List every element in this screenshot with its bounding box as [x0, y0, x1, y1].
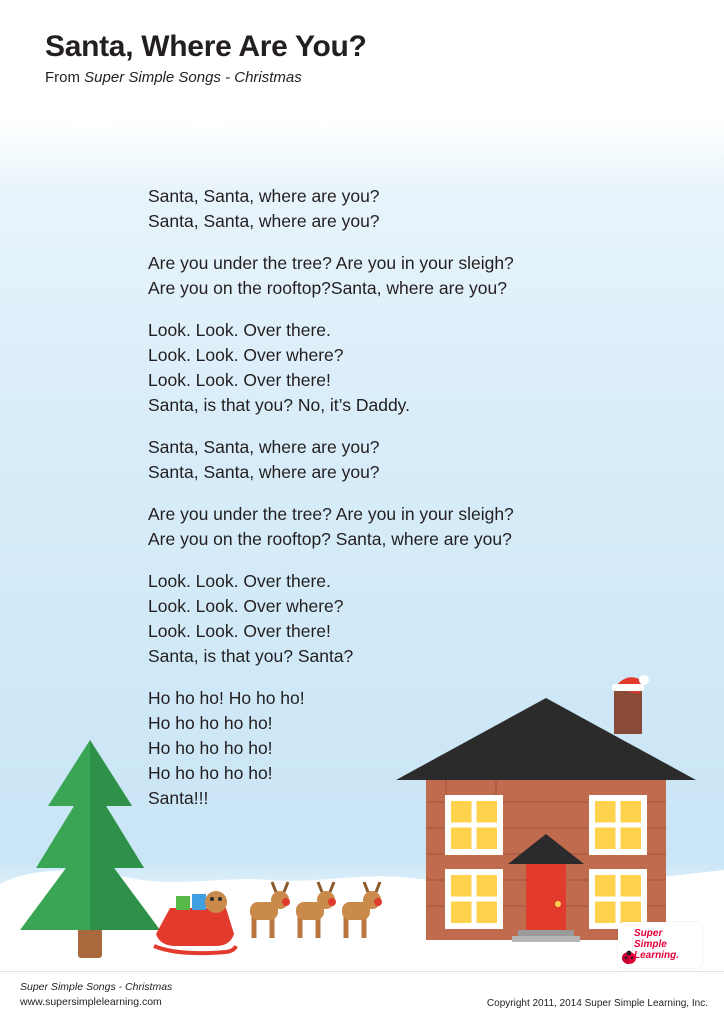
- logo-line-1: Super: [634, 928, 663, 939]
- lyrics-line: Ho ho ho! Ho ho ho!: [148, 688, 305, 708]
- lyrics-line: Santa, Santa, where are you?: [148, 211, 380, 231]
- lyrics-stanza: [148, 569, 628, 669]
- lyrics-stanza: [148, 184, 628, 234]
- christmas-tree-illustration: [10, 734, 170, 964]
- lyrics-stanza: [148, 502, 628, 552]
- footer-credit: [20, 980, 172, 1010]
- lyrics-line: Santa, Santa, where are you?: [148, 186, 380, 206]
- lyrics-line: Santa, is that you? Santa?: [148, 646, 354, 666]
- lyrics-line: Santa!!!: [148, 788, 209, 808]
- lyrics-line: Santa, Santa, where are you?: [148, 462, 380, 482]
- sleigh-and-reindeer-illustration: [150, 872, 400, 962]
- lyrics-stanza: [148, 686, 628, 811]
- lyrics-line: Look. Look. Over there.: [148, 320, 331, 340]
- footer-copyright: Copyright 2011, 2014 Super Simple Learning, Inc.: [486, 998, 708, 1009]
- lyrics-stanza: [148, 318, 628, 418]
- lyrics-stanza: [148, 435, 628, 485]
- lyrics-line: Ho ho ho ho ho!: [148, 763, 273, 783]
- footer-website[interactable]: www.supersimplelearning.com: [20, 996, 162, 1008]
- logo-line-3: Learning.: [634, 950, 680, 961]
- lyrics-line: Are you on the rooftop? Santa, where are you?: [148, 529, 512, 549]
- lyrics-line: Are you on the rooftop?Santa, where are you?: [148, 278, 507, 298]
- lyrics-line: Ho ho ho ho ho!: [148, 713, 273, 733]
- footer-song-credit: Super Simple Songs - Christmas: [20, 981, 173, 993]
- lyrics-line: Santa, Santa, where are you?: [148, 437, 380, 457]
- lyrics-stanza: [148, 251, 628, 301]
- source-line: [45, 69, 685, 86]
- page-footer: [0, 971, 724, 1024]
- lyrics-line: Look. Look. Over there!: [148, 621, 331, 641]
- source-title: Super Simple Songs - Christmas: [84, 69, 302, 86]
- lyrics-line: Santa, is that you? No, it’s Daddy.: [148, 395, 410, 415]
- logo-text: [634, 928, 679, 961]
- header: [45, 30, 685, 86]
- logo-line-2: Simple: [634, 939, 667, 950]
- super-simple-learning-logo: [618, 922, 702, 968]
- lyrics-line: Ho ho ho ho ho!: [148, 738, 273, 758]
- lyrics-line: Look. Look. Over there.: [148, 571, 331, 591]
- lyrics-line: Are you under the tree? Are you in your sleigh?: [148, 253, 514, 273]
- lyrics-body: [148, 184, 628, 828]
- lyrics-line: Look. Look. Over where?: [148, 345, 344, 365]
- lyrics-line: Are you under the tree? Are you in your sleigh?: [148, 504, 514, 524]
- page-title: Santa, Where Are You?: [45, 30, 367, 63]
- source-prefix: From: [45, 69, 85, 86]
- lyrics-line: Look. Look. Over where?: [148, 596, 344, 616]
- lyrics-line: Look. Look. Over there!: [148, 370, 331, 390]
